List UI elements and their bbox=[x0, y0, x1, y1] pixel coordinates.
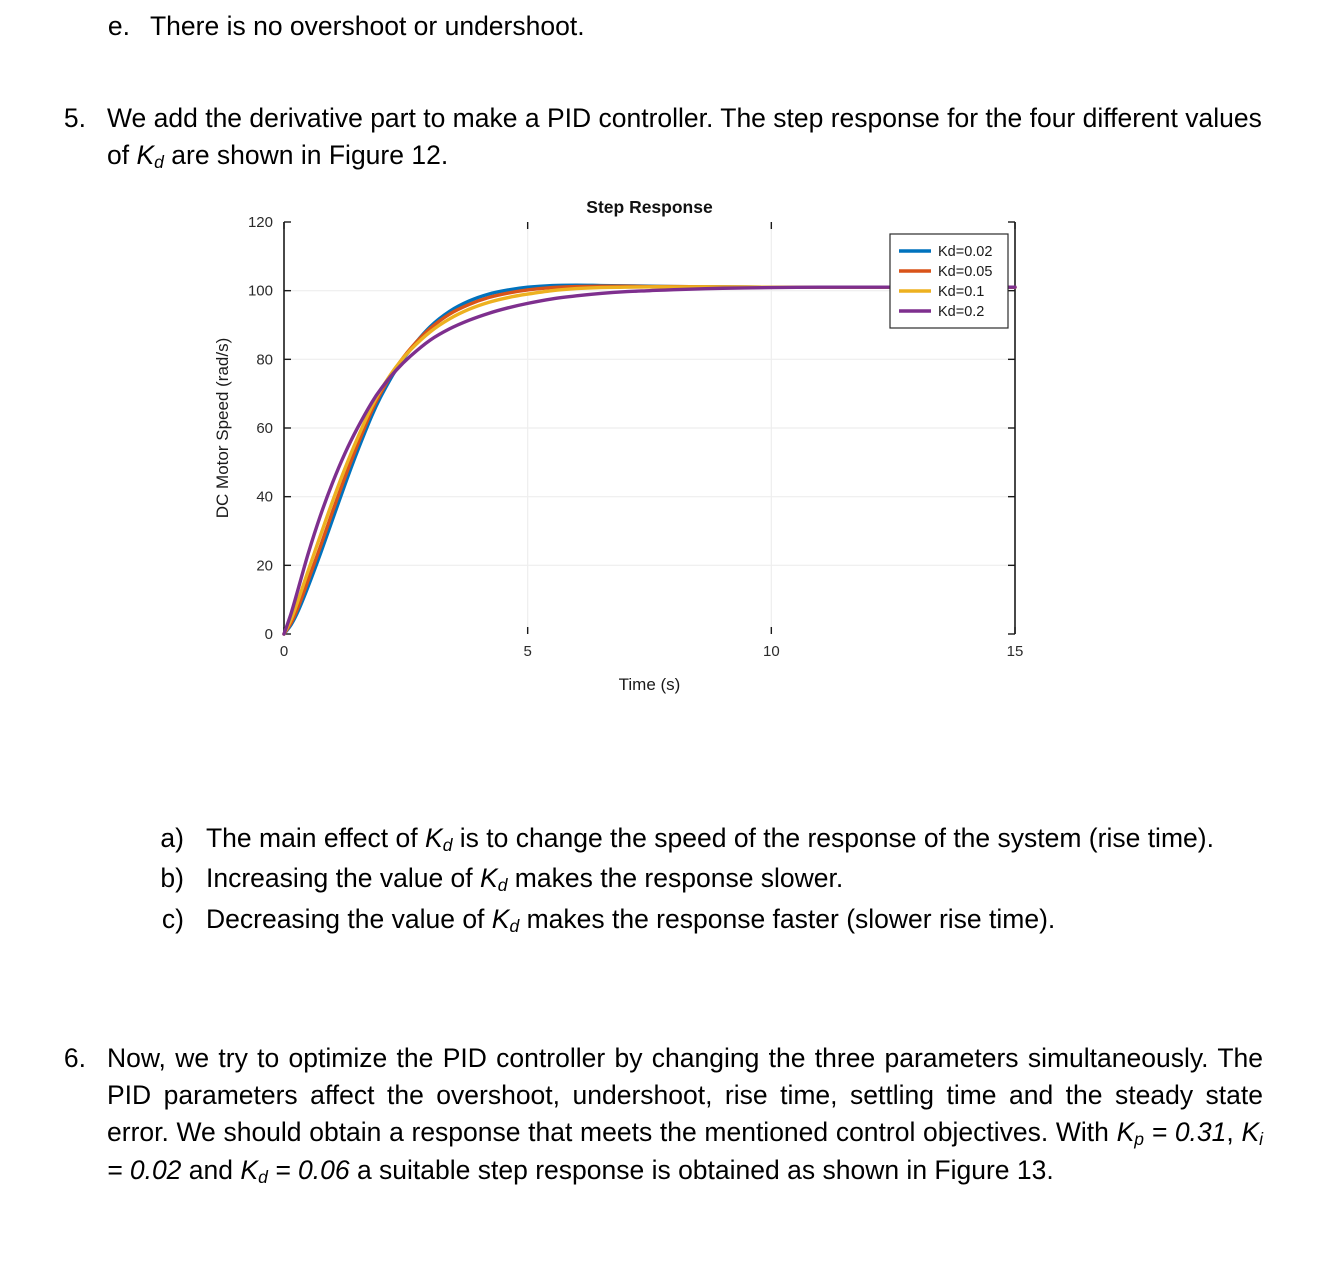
sub-list-abc bbox=[152, 820, 1264, 941]
kp-symbol bbox=[1116, 1117, 1144, 1150]
item-c-after: makes the response faster (slower rise time). bbox=[519, 903, 1056, 934]
kd-symbol-base: K bbox=[240, 1154, 259, 1185]
list-marker-6: 6. bbox=[63, 1043, 86, 1073]
ki-value: = 0.02 bbox=[107, 1154, 182, 1185]
kd-value: = 0.06 bbox=[267, 1154, 350, 1185]
legend-label: Kd=0.05 bbox=[938, 264, 993, 280]
kd-symbol bbox=[240, 1155, 267, 1185]
ki-symbol bbox=[1241, 1117, 1264, 1150]
y-tick-label: 0 bbox=[264, 626, 273, 643]
list-item-5 bbox=[58, 100, 1263, 174]
list-text-b bbox=[206, 860, 1264, 897]
list-marker-e: e. bbox=[107, 11, 130, 41]
x-tick-label: 5 bbox=[523, 643, 532, 660]
ki-symbol-sub: i bbox=[1259, 1129, 1264, 1150]
list-text-c bbox=[206, 901, 1264, 938]
item6-sep2: and bbox=[181, 1154, 241, 1185]
step-response-chart bbox=[196, 196, 1076, 706]
list-text-6 bbox=[107, 1040, 1263, 1189]
x-tick-label: 0 bbox=[279, 643, 289, 660]
item5-text-after: are shown in Figure 12. bbox=[163, 140, 449, 171]
kd-symbol-sub: d bbox=[258, 1166, 268, 1187]
item-c-before: Decreasing the value of bbox=[206, 903, 492, 934]
list-text-a bbox=[206, 820, 1264, 857]
figure-12-step-response bbox=[196, 196, 1076, 706]
kd-symbol-sub: d bbox=[442, 834, 453, 855]
kd-symbol-base: K bbox=[136, 140, 155, 171]
kd-symbol-sub: d bbox=[154, 151, 164, 172]
list-marker-b: b) bbox=[160, 863, 184, 894]
item5-text-before: We add the derivative part to make a PID controller. The step response for the four different values of bbox=[107, 103, 1262, 171]
item-a-before: The main effect of bbox=[206, 823, 425, 853]
item-b-before: Increasing the value of bbox=[206, 863, 481, 894]
list-text-5 bbox=[107, 100, 1263, 174]
list-item-a bbox=[152, 820, 1264, 857]
y-tick-label: 20 bbox=[256, 557, 273, 575]
kp-symbol-base: K bbox=[1116, 1117, 1135, 1148]
item6-text-part1: Now, we try to optimize the PID controller by changing the three parameters simultaneously. The PID parameters affect the overshoot, undershoot, rise time, settling time and the steady state error. We should obtain a response that meets the mentioned control objectives. With bbox=[107, 1043, 1263, 1148]
item6-text-part2: a suitable step response is obtained as shown in Figure 13. bbox=[349, 1154, 1054, 1185]
kd-symbol-base: K bbox=[480, 863, 498, 894]
x-tick-label: 10 bbox=[762, 643, 780, 660]
legend-label: Kd=0.02 bbox=[938, 244, 993, 260]
list-item-b bbox=[152, 860, 1264, 897]
y-tick-label: 60 bbox=[256, 420, 273, 437]
legend-label: Kd=0.2 bbox=[938, 304, 985, 320]
kp-value: = 0.31 bbox=[1144, 1117, 1227, 1148]
list-item-6 bbox=[58, 1040, 1263, 1189]
x-axis-label: Time (s) bbox=[618, 675, 681, 694]
y-tick-label: 100 bbox=[247, 282, 273, 300]
kd-symbol bbox=[480, 863, 508, 896]
list-marker-a: a) bbox=[160, 823, 184, 853]
item6-sep1: , bbox=[1226, 1117, 1242, 1148]
kp-symbol-sub: p bbox=[1134, 1129, 1144, 1150]
legend-label: Kd=0.1 bbox=[938, 284, 985, 300]
y-tick-label: 40 bbox=[256, 488, 273, 506]
ki-symbol-base: K bbox=[1241, 1117, 1260, 1148]
x-tick-label: 15 bbox=[1006, 643, 1024, 660]
chart-title: Step Response bbox=[586, 197, 713, 217]
kd-symbol bbox=[492, 904, 519, 934]
list-text-e: There is no overshoot or undershoot. bbox=[150, 11, 585, 41]
y-tick-label: 80 bbox=[256, 351, 273, 369]
kd-symbol bbox=[425, 823, 452, 853]
kd-symbol-sub: d bbox=[509, 915, 520, 936]
list-item-e bbox=[104, 8, 1254, 45]
kd-symbol-base: K bbox=[491, 903, 510, 934]
list-item-c bbox=[152, 901, 1264, 938]
y-axis-label: DC Motor Speed (rad/s) bbox=[213, 337, 232, 519]
chart-legend bbox=[890, 234, 1008, 328]
list-marker-5: 5. bbox=[63, 103, 86, 133]
list-marker-c: c) bbox=[161, 903, 184, 934]
kd-symbol-base: K bbox=[425, 823, 443, 853]
item-a-after: is to change the speed of the response of the system (rise time). bbox=[452, 823, 1214, 853]
kd-symbol bbox=[136, 140, 163, 170]
y-tick-label: 120 bbox=[247, 214, 273, 231]
item-b-after: makes the response slower. bbox=[507, 863, 844, 894]
kd-symbol-sub: d bbox=[497, 875, 508, 896]
